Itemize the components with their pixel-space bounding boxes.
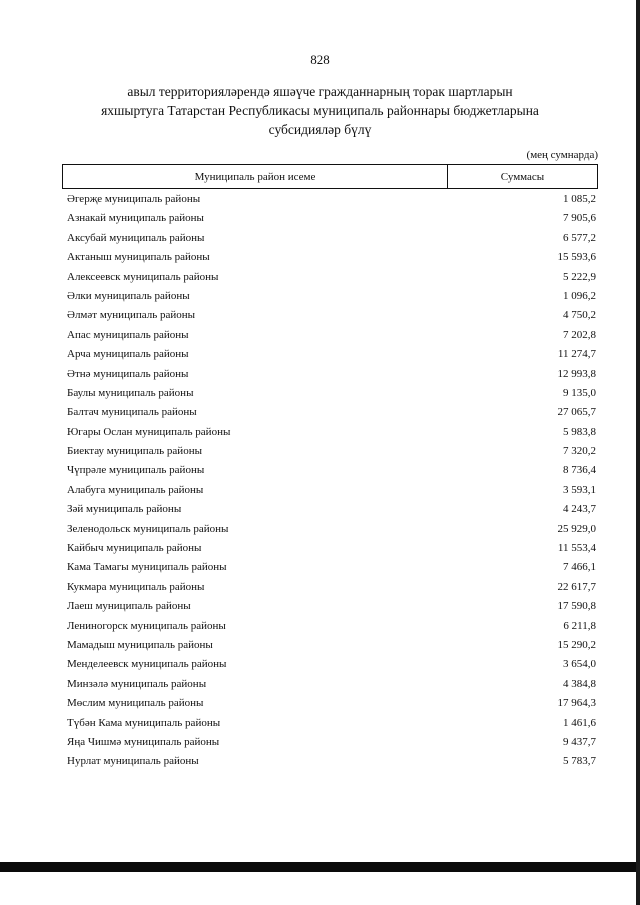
table-row [62, 248, 598, 267]
table-row [62, 714, 598, 733]
title-line-1: авыл территорияләрендә яшәүче гражданнарның торак шартларын [127, 84, 513, 99]
district-name-cell: Әгерҗе муниципаль районы [67, 193, 201, 205]
table-row [62, 500, 598, 519]
district-name-cell: Баулы муниципаль районы [67, 386, 194, 399]
table-row [62, 558, 598, 577]
sum-cell: 7 905,6 [563, 212, 596, 225]
table-row [62, 326, 598, 345]
district-name-cell: Минзәлә муниципаль районы [67, 677, 207, 690]
table-header [62, 164, 598, 189]
table-row [62, 636, 598, 655]
sum-cell: 11 274,7 [557, 348, 596, 361]
district-name-cell: Азнакай муниципаль районы [67, 212, 204, 225]
table-body [62, 190, 598, 772]
table-row [62, 461, 598, 480]
sum-cell: 1 096,2 [563, 289, 596, 302]
table-row [62, 384, 598, 403]
district-name-cell: Түбән Кама муниципаль районы [67, 716, 221, 729]
district-name-cell: Нурлат муниципаль районы [67, 755, 199, 768]
sum-cell: 5 983,8 [563, 425, 596, 438]
table-row [62, 423, 598, 442]
page-number: 828 [310, 52, 330, 67]
sum-cell: 5 222,9 [563, 270, 596, 283]
district-name-cell: Алабуга муниципаль районы [67, 483, 204, 496]
table-row [62, 539, 598, 558]
table-row [62, 578, 598, 597]
document-title [60, 82, 580, 139]
district-name-cell: Кама Тамагы муниципаль районы [67, 561, 227, 574]
district-name-cell: Лениногорск муниципаль районы [67, 619, 226, 632]
sum-cell: 4 384,8 [563, 677, 596, 690]
table-row [62, 209, 598, 228]
district-name-cell: Менделеевск муниципаль районы [67, 658, 227, 671]
district-name-cell: Арча муниципаль районы [67, 348, 189, 361]
table-row [62, 268, 598, 287]
sum-cell: 3 654,0 [563, 658, 596, 671]
district-name-cell: Аксубай муниципаль районы [67, 231, 205, 244]
district-name-cell: Мөслим муниципаль районы [67, 697, 204, 710]
sum-cell: 4 243,7 [563, 503, 596, 516]
table-row [62, 520, 598, 539]
header-sum: Суммасы [500, 170, 545, 183]
title-line-2: яхшыртуга Татарстан Республикасы муниципаль районнары бюджетларына [101, 103, 539, 118]
district-name-cell: Мамадыш муниципаль районы [67, 638, 213, 651]
table-row [62, 733, 598, 752]
sum-cell: 12 993,8 [557, 367, 596, 380]
scan-border-right [636, 0, 640, 905]
table-row [62, 694, 598, 713]
sum-cell: 1 461,6 [563, 716, 596, 729]
sum-cell: 15 593,6 [557, 251, 596, 264]
sum-cell: 11 553,4 [557, 542, 596, 555]
district-name-cell: Алексеевск муниципаль районы [67, 270, 219, 283]
table-row [62, 675, 598, 694]
district-name-cell: Әтнә муниципаль районы [67, 367, 189, 380]
sum-cell: 9 437,7 [563, 735, 596, 748]
table-row [62, 752, 598, 771]
district-name-cell: Әлки муниципаль районы [67, 289, 190, 302]
sum-cell: 8 736,4 [563, 464, 596, 477]
title-line-3: субсидияләр бүлү [268, 122, 372, 137]
table-row [62, 287, 598, 306]
district-name-cell: Балтач муниципаль районы [67, 406, 197, 419]
table-row [62, 597, 598, 616]
table-row [62, 229, 598, 248]
table-row [62, 617, 598, 636]
sum-cell: 7 202,8 [563, 328, 596, 341]
district-name-cell: Зәй муниципаль районы [67, 503, 182, 516]
sum-cell: 22 617,7 [557, 580, 596, 593]
sum-cell: 5 783,7 [563, 755, 596, 768]
sum-cell: 25 929,0 [557, 522, 596, 535]
table-row [62, 190, 598, 209]
scan-border-bottom [0, 862, 640, 872]
table-row [62, 481, 598, 500]
sum-cell: 17 590,8 [557, 600, 596, 613]
table-row [62, 442, 598, 461]
district-name-cell: Яңа Чишмә муниципаль районы [67, 735, 220, 748]
table-row [62, 365, 598, 384]
sum-cell: 1 085,2 [563, 193, 596, 205]
district-name-cell: Апас муниципаль районы [67, 328, 189, 341]
sum-cell: 4 750,2 [563, 309, 596, 322]
sum-cell: 17 964,3 [557, 697, 596, 710]
sum-cell: 7 466,1 [563, 561, 596, 574]
district-name-cell: Югары Ослан муниципаль районы [67, 425, 231, 438]
sum-cell: 27 065,7 [557, 406, 596, 419]
table-row [62, 655, 598, 674]
district-name-cell: Зеленодольск муниципаль районы [67, 522, 229, 535]
sum-cell: 3 593,1 [563, 483, 596, 496]
district-name-cell: Әлмәт муниципаль районы [67, 309, 196, 322]
sum-cell: 9 135,0 [563, 386, 596, 399]
sum-cell: 7 320,2 [563, 445, 596, 458]
district-name-cell: Лаеш муниципаль районы [67, 600, 191, 613]
district-name-cell: Актаныш муниципаль районы [67, 251, 210, 264]
header-district-name: Муниципаль район исеме [63, 165, 448, 188]
sum-cell: 15 290,2 [557, 638, 596, 651]
sum-cell: 6 577,2 [563, 231, 596, 244]
district-name-cell: Кукмара муниципаль районы [67, 580, 205, 593]
table-row [62, 403, 598, 422]
district-name-cell: Чүпрәле муниципаль районы [67, 464, 205, 477]
table-row [62, 306, 598, 325]
district-name-cell: Кайбыч муниципаль районы [67, 542, 202, 555]
subsidy-table [62, 164, 598, 772]
table-row [62, 345, 598, 364]
sum-cell: 6 211,8 [563, 619, 596, 632]
units-note: (мең сумнарда) [526, 149, 598, 161]
district-name-cell: Биектау муниципаль районы [67, 445, 202, 458]
